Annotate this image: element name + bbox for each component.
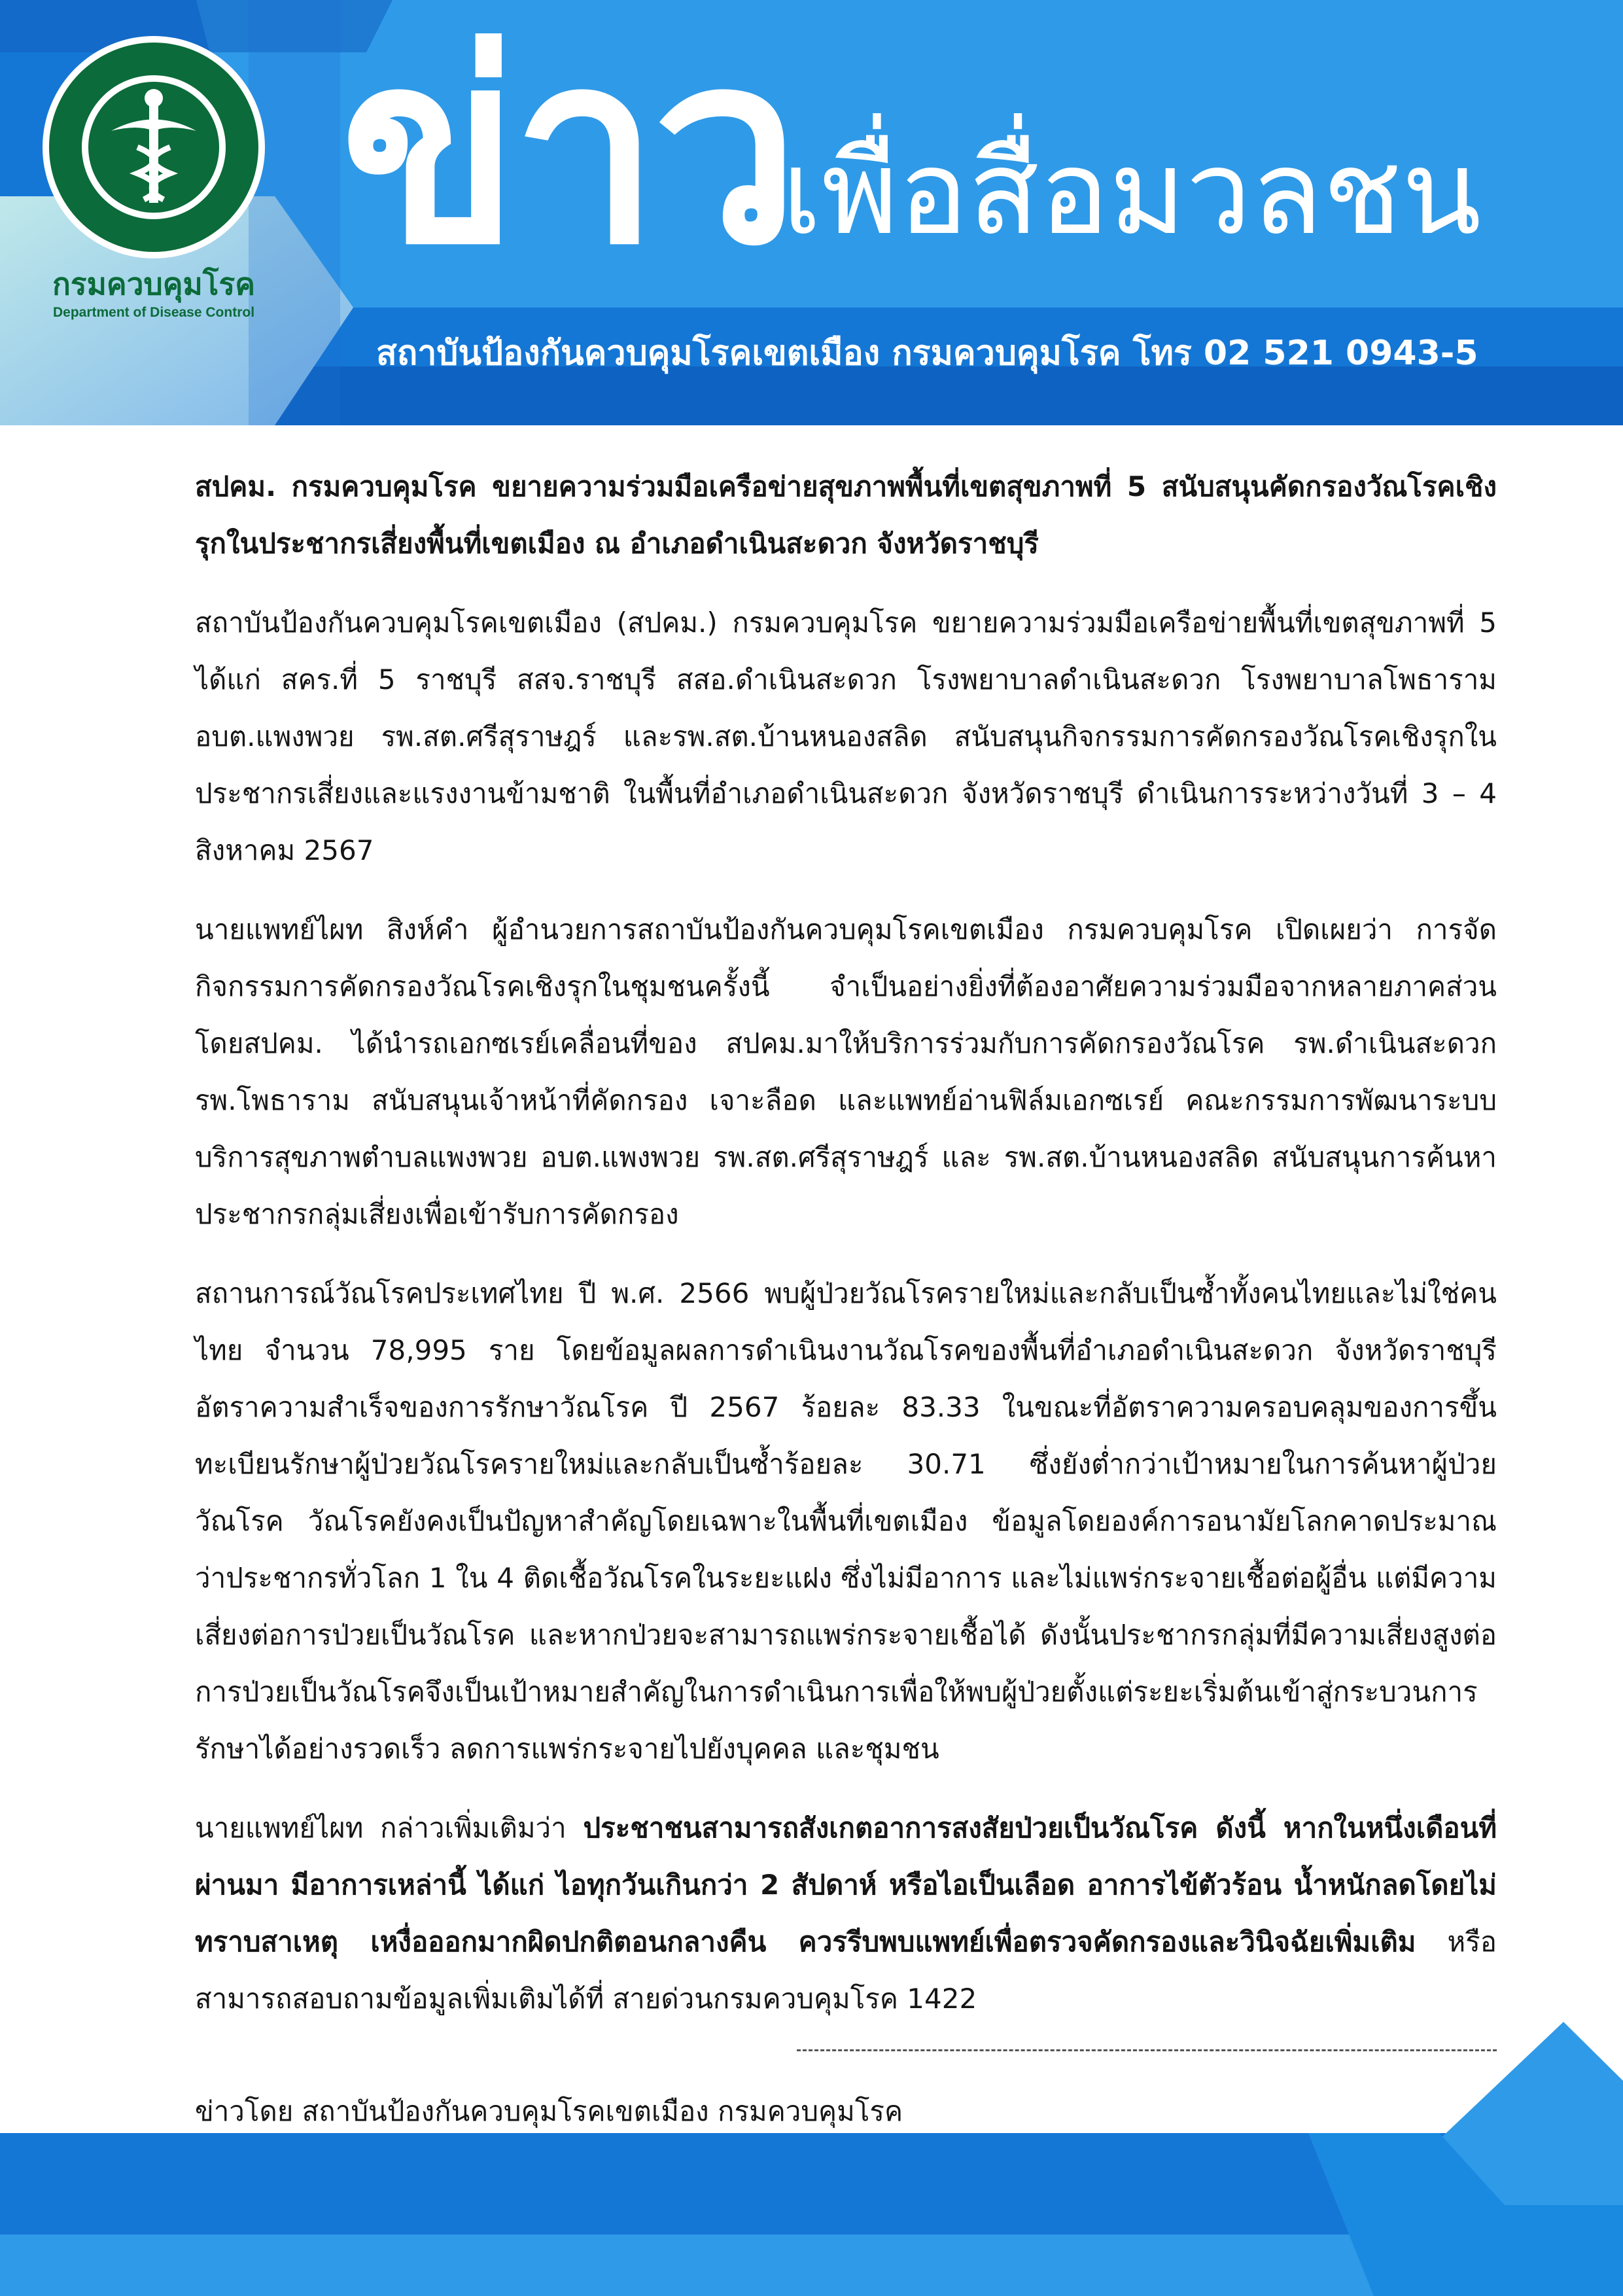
article-paragraph-4 (195, 1799, 1497, 2027)
header-banner (0, 0, 1623, 425)
footer-decoration (0, 2009, 1623, 2296)
article-paragraph-1: สถาบันป้องกันควบคุมโรคเขตเมือง (สปคม.) กรมควบคุมโรค ขยายความร่วมมือเครือข่ายพื้นที่เขตสุขภาพที่ 5 ได้แก่ สคร.ที่ 5 ราชบุรี สสจ.ราชบุรี สสอ.ดำเนินสะดวก โรงพยาบาลดำเนินสะดวก โรงพยาบาลโพธาราม อบต.แพงพวย รพ.สต.ศรีสุราษฎร์ และรพ.สต.บ้านหนองสลิด สนับสนุนกิจกรรมการคัดกรองวัณโรคเชิงรุกในประชากรเสี่ยงและแรงงานข้ามชาติ ในพื้นที่อำเภอดำเนินสะดวก จังหวัดราชบุรี ดำเนินการระหว่างวันที่ 3 – 4 สิงหาคม 2567 (195, 607, 1497, 866)
ministry-emblem (39, 33, 268, 262)
department-name-thai: กรมควบคุมโรค (52, 266, 255, 302)
paragraph-4-lead: นายแพทย์ไผท กล่าวเพิ่มเติมว่า (195, 1812, 584, 1844)
paragraph-4-tail: หรือสามารถสอบถามข้อมูลเพิ่มเติมได้ที่ สายด่วนกรมควบคุมโรค 1422 (195, 1926, 1497, 2015)
press-release-article (195, 458, 1497, 2241)
department-name-english: Department of Disease Control (52, 305, 255, 320)
article-paragraph-2: นายแพทย์ไผท สิงห์คำ ผู้อำนวยการสถาบันป้องกันควบคุมโรคเขตเมือง กรมควบคุมโรค เปิดเผยว่า การจัดกิจกรรมการคัดกรองวัณโรคเชิงรุกในชุมชนครั้งนี้ จำเป็นอย่างยิ่งที่ต้องอาศัยความร่วมมือจากหลายภาคส่วน โดยสปคม. ได้นำรถเอกซเรย์เคลื่อนที่ของ สปคม.มาให้บริการร่วมกับการคัดกรองวัณโรค รพ.ดำเนินสะดวก รพ.โพธาราม สนับสนุนเจ้าหน้าที่คัดกรอง เจาะลือด และแพทย์อ่านฟิล์มเอกซเรย์ คณะกรรมการพัฒนาระบบบริการสุขภาพตำบลแพงพวย อบต.แพงพวย รพ.สต.ศรีสุราษฎร์ และ รพ.สต.บ้านหนองสลิด สนับสนุนการค้นหาประชากรกลุ่มเสี่ยงเพื่อเข้ารับการคัดกรอง (195, 913, 1497, 1230)
article-headline: สปคม. กรมควบคุมโรค ขยายความร่วมมือเครือข่ายสุขภาพพื้นที่เขตสุขภาพที่ 5 สนับสนุนคัดกรองวัณโรคเชิงรุกในประชากรเสี่ยงพื้นที่เขตเมือง ณ อำเภอดำเนินสะดวก จังหวัดราชบุรี (195, 470, 1497, 559)
article-byline: ข่าวโดย สถาบันป้องกันควบคุมโรคเขตเมือง กรมควบคุมโรค (195, 2095, 903, 2127)
banner-title-main: ข่าว (340, 0, 794, 302)
banner-contact-line: สถาบันป้องกันควบคุมโรคเขตเมือง กรมควบคุมโรค โทร 02 521 0943-5 (376, 334, 1478, 373)
article-paragraph-3: สถานการณ์วัณโรคประเทศไทย ปี พ.ศ. 2566 พบผู้ป่วยวัณโรครายใหม่และกลับเป็นซ้ำทั้งคนไทยและไม่ใช่คนไทย จำนวน 78,995 ราย โดยข้อมูลผลการดำเนินงานวัณโรคของพื้นที่อำเภอดำเนินสะดวก จังหวัดราชบุรี อัตราความสำเร็จของการรักษาวัณโรค ปี 2567 ร้อยละ 83.33 ในขณะที่อัตราความครอบคลุมของการขึ้นทะเบียนรักษาผู้ป่วยวัณโรครายใหม่และกลับเป็นซ้ำร้อยละ 30.71 ซึ่งยังต่ำกว่าเป้าหมายในการค้นหาผู้ป่วยวัณโรค วัณโรคยังคงเป็นปัญหาสำคัญโดยเฉพาะในพื้นที่เขตเมือง ข้อมูลโดยองค์การอนามัยโลกคาดประมาณว่าประชากรทั่วโลก 1 ใน 4 ติดเชื้อวัณโรคในระยะแฝง ซึ่งไม่มีอาการ และไม่แพร่กระจายเชื้อต่อผู้อื่น แต่มีความเสี่ยงต่อการป่วยเป็นวัณโรค และหากป่วยจะสามารถแพร่กระจายเชื้อได้ ดังนั้นประชากรกลุ่มที่มีความเสี่ยงสูงต่อการป่วยเป็นวัณโรคจึงเป็นเป้าหมายสำคัญในการดำเนินการเพื่อให้พบผู้ป่วยตั้งแต่ระยะเริ่มต้นเข้าสู่กระบวนการรักษาได้อย่างรวดเร็ว ลดการแพร่กระจายไปยังบุคคล และชุมชน (195, 1277, 1497, 1765)
symptom-advice-bold: ประชาชนสามารถสังเกตอาการสงสัยป่วยเป็นวัณโรค ดังนี้ หากในหนึ่งเดือนที่ผ่านมา มีอาการเหล่านี้ ได้แก่ ไอทุกวันเกินกว่า 2 สัปดาห์ หรือไอเป็นเลือด อาการไข้ตัวร้อน น้ำหนักลดโดยไม่ทราบสาเหตุ เหงื่อออกมากผิดปกติตอนกลางคืน ควรรีบพบแพทย์เพื่อตรวจคัดกรองและวินิจฉัยเพิ่มเติม (195, 1812, 1497, 1958)
banner-title-sub: เพื่อสื่อมวลชน (782, 125, 1482, 260)
